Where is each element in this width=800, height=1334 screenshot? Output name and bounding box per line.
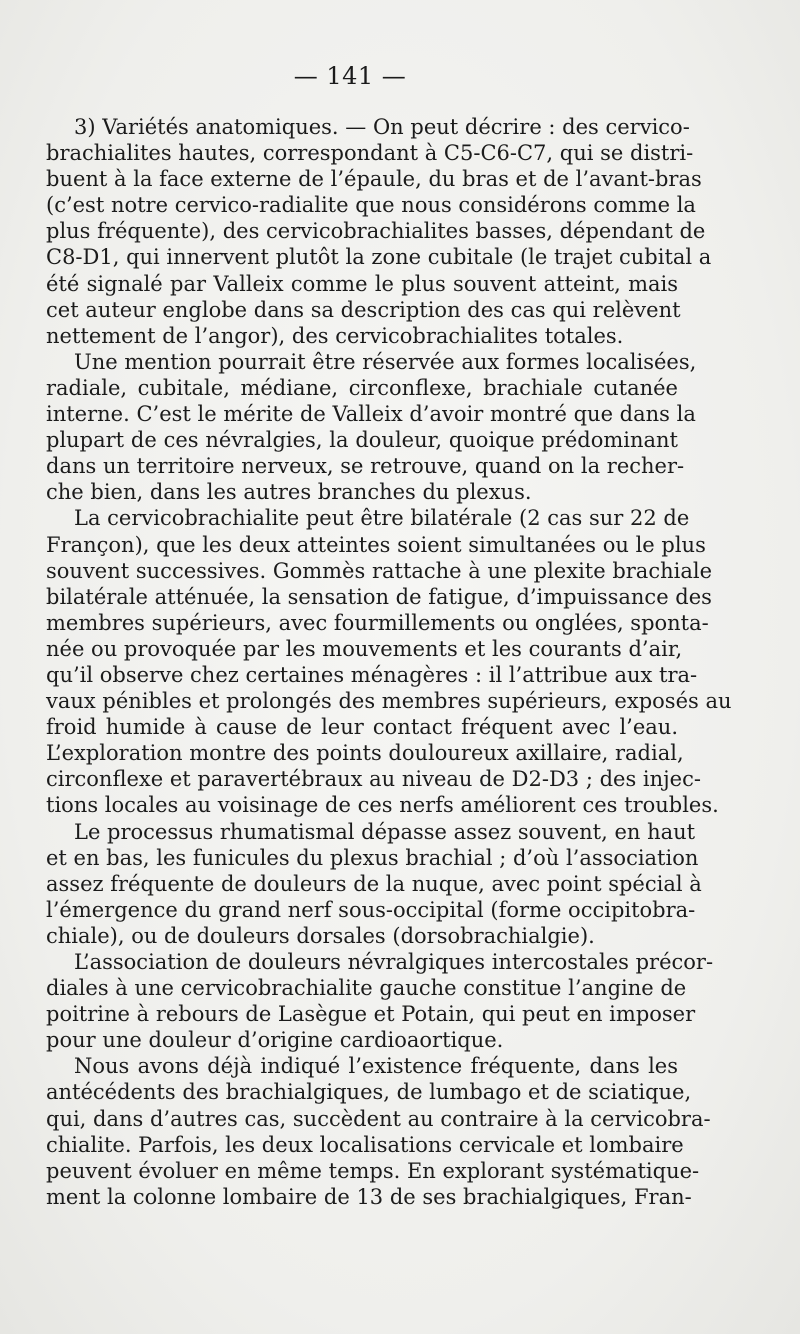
page-number: — 141 —	[293, 62, 407, 90]
text-line: chialite. Parfois, les deux localisations cervicale et lombaire	[46, 1132, 684, 1157]
text-line: vaux pénibles et prolongés des membres supérieurs, exposés au	[46, 689, 732, 714]
text-line: buent à la face externe de l’épaule, du bras et de l’avant-bras	[46, 167, 702, 192]
body-text	[46, 114, 732, 1210]
text-line: 3) Variétés anatomiques. — On peut décrire : des cervico-	[74, 115, 690, 139]
text-line: (c’est notre cervico-radialite que nous considérons comme la	[46, 193, 696, 218]
text-line: L’association de douleurs névralgiques intercostales précor-	[74, 950, 714, 974]
text-line: diales à une cervicobrachialite gauche constitue l’angine de	[46, 976, 687, 1001]
text-line: La cervicobrachialite peut être bilatérale (2 cas sur 22 de	[74, 506, 690, 531]
text-line: radiale, cubitale, médiane, circonflexe, brachiale cutanée	[46, 375, 678, 400]
text-line: assez fréquente de douleurs de la nuque, avec point spécial à	[46, 871, 702, 896]
text-line: C8-D1, qui innervent plutôt la zone cubitale (le trajet cubital a	[46, 245, 712, 270]
text-line: cet auteur englobe dans sa description des cas qui relèvent	[46, 297, 681, 322]
text-line: et en bas, les funicules du plexus brachial ; d’où l’association	[46, 845, 699, 870]
text-line: circonflexe et paravertébraux au niveau de D2-D3 ; des injec-	[46, 767, 701, 792]
text-line: plupart de ces névralgies, la douleur, quoique prédominant	[46, 428, 678, 453]
text-line: bilatérale atténuée, la sensation de fatigue, d’impuissance des	[46, 584, 712, 609]
text-line: che bien, dans les autres branches du plexus.	[46, 480, 532, 505]
text-line: qui, dans d’autres cas, succèdent au contraire à la cervicobra-	[46, 1106, 711, 1131]
text-line: dans un territoire nerveux, se retrouve, quand on la recher-	[46, 454, 685, 479]
text-line: Une mention pourrait être réservée aux formes localisées,	[74, 349, 697, 374]
text-line: née ou provoquée par les mouvements et les courants d’air,	[46, 636, 683, 661]
text-line: poitrine à rebours de Lasègue et Potain, qui peut en imposer	[46, 1002, 696, 1027]
text-line: froid humide à cause de leur contact fréquent avec l’eau.	[46, 715, 678, 740]
text-line: Le processus rhumatismal dépasse assez souvent, en haut	[74, 819, 696, 844]
text-line: brachialites hautes, correspondant à C5-C6-C7, qui se distri-	[46, 141, 694, 166]
text-line: souvent successives. Gommès rattache à une plexite brachiale	[46, 558, 712, 583]
text-line: membres supérieurs, avec fourmillements ou onglées, sponta-	[46, 610, 709, 635]
text-line: interne. C’est le mérite de Valleix d’avoir montré que dans la	[46, 402, 696, 427]
text-line: nettement de l’angor), des cervicobrachialites totales.	[46, 323, 624, 348]
text-line: ment la colonne lombaire de 13 de ses brachialgiques, Fran-	[46, 1184, 692, 1209]
text-line: Nous avons déjà indiqué l’existence fréquente, dans les	[74, 1054, 678, 1079]
text-line: tions locales au voisinage de ces nerfs améliorent ces troubles.	[46, 793, 719, 818]
text-line: Françon), que les deux atteintes soient simultanées ou le plus	[46, 532, 706, 557]
text-line: plus fréquente), des cervicobrachialites basses, dépendant de	[46, 219, 706, 244]
text-line: peuvent évoluer en même temps. En explorant systématique-	[46, 1158, 700, 1183]
text-line: l’émergence du grand nerf sous-occipital (forme occipitobra-	[46, 897, 696, 922]
text-line: qu’il observe chez certaines ménagères : il l’attribue aux tra-	[46, 662, 698, 687]
text-line: antécédents des brachialgiques, de lumbago et de sciatique,	[46, 1080, 692, 1105]
text-line: été signalé par Valleix comme le plus souvent atteint, mais	[46, 271, 678, 296]
text-line: chiale), ou de douleurs dorsales (dorsobrachialgie).	[46, 923, 595, 948]
text-line: L’exploration montre des points douloureux axillaire, radial,	[46, 741, 684, 766]
text-line: pour une douleur d’origine cardioaortique.	[46, 1028, 504, 1053]
